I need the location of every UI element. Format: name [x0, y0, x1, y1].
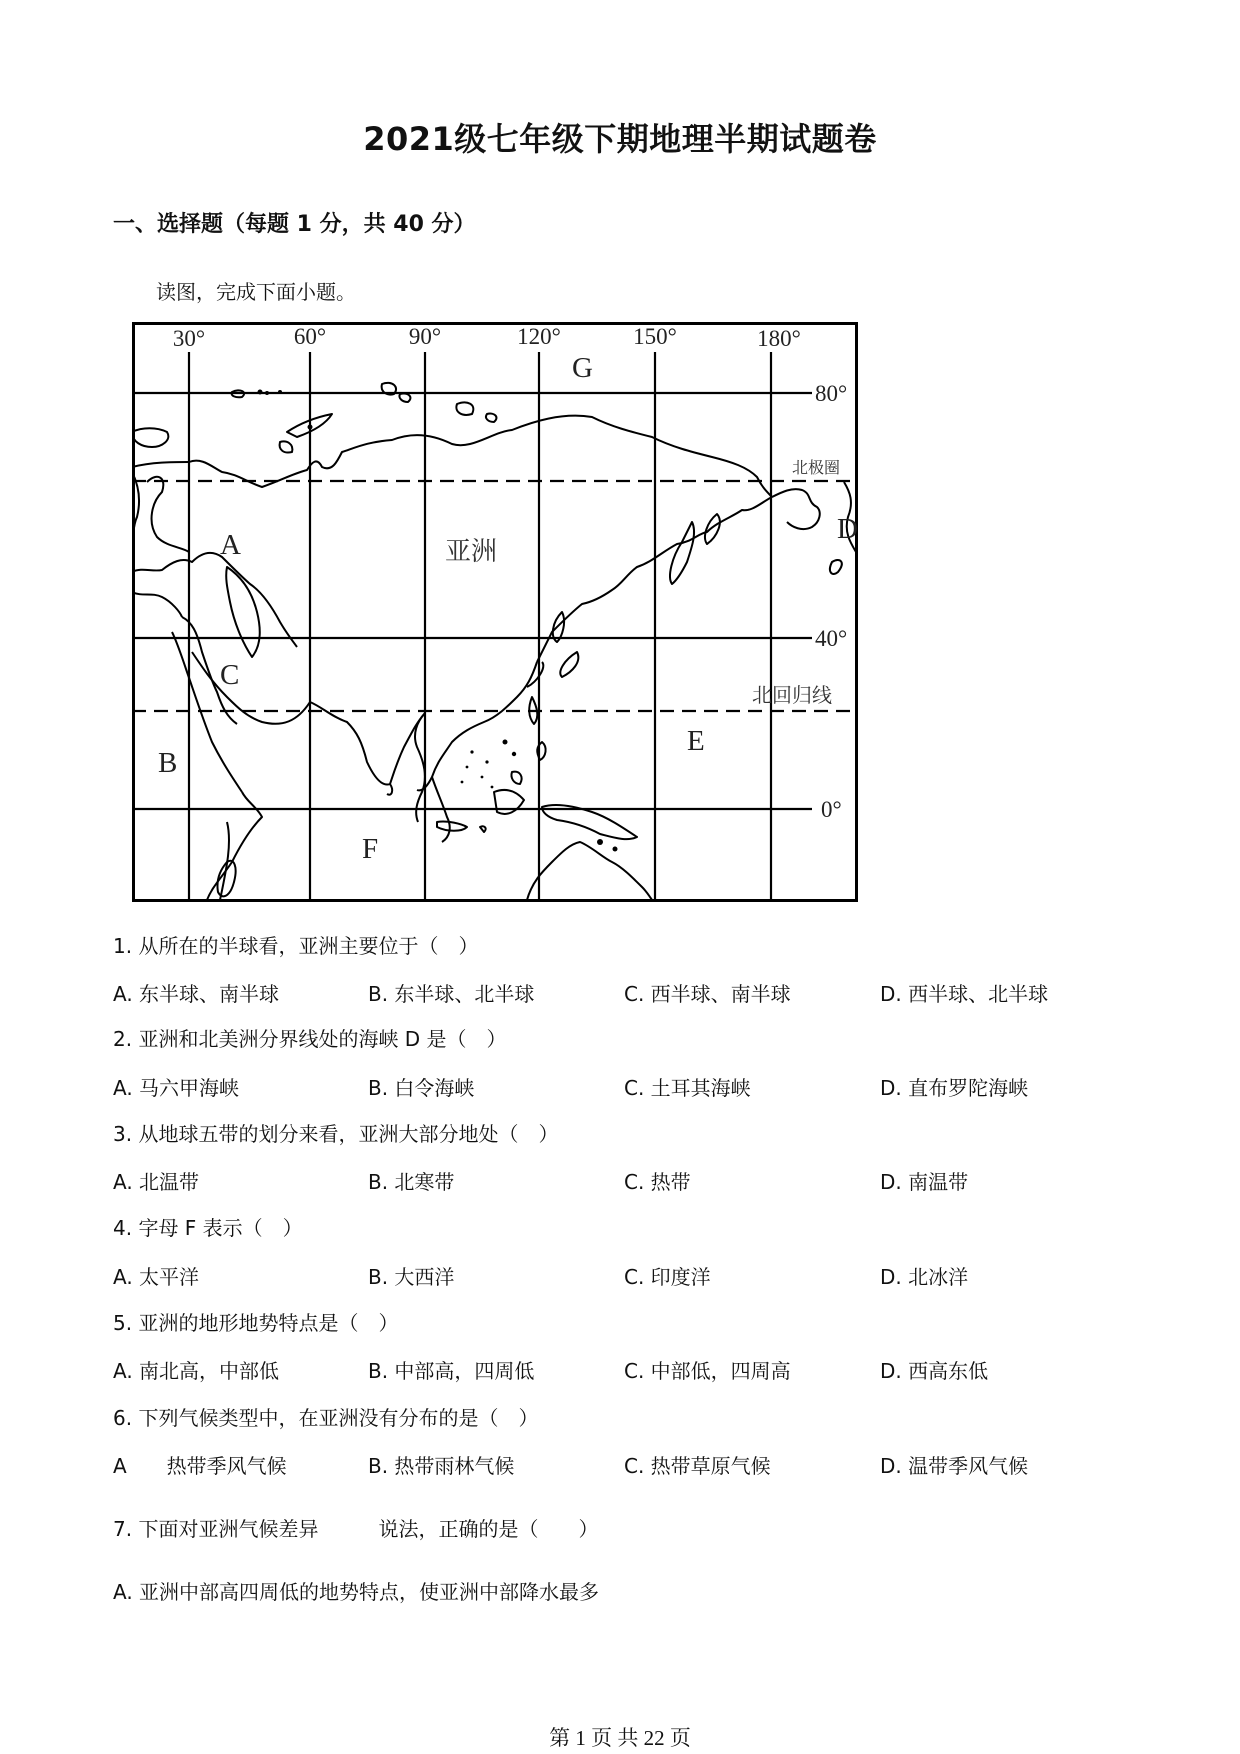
page-footer: 第 1 页 共 22 页: [549, 1726, 691, 1750]
asia-label: 亚洲: [445, 537, 498, 567]
question-5-option-d: D. 西高东低: [880, 1359, 989, 1383]
latitude-label-80: 80°: [815, 381, 848, 406]
region-label-b: B: [158, 747, 178, 779]
question-1-option-c: C. 西半球、南半球: [624, 982, 791, 1006]
arctic-circle-label: 北极圈: [792, 458, 841, 477]
exam-title: 2021级七年级下期地理半期试题卷: [363, 120, 877, 158]
longitude-label-90: 90°: [408, 324, 442, 349]
question-4-option-d: D. 北冰洋: [880, 1265, 969, 1289]
question-6-option-d: D. 温带季风气候: [880, 1454, 1029, 1478]
asia-map-figure: [132, 322, 858, 902]
map-frame: [134, 324, 857, 901]
question-2-option-a: A. 马六甲海峡: [113, 1076, 240, 1100]
question-5-option-b: B. 中部高，四周低: [368, 1359, 535, 1383]
longitude-label-60: 60°: [293, 324, 327, 349]
latitude-label-0: 0°: [821, 797, 842, 822]
question-3-option-c: C. 热带: [624, 1170, 691, 1194]
region-label-a: A: [220, 529, 241, 561]
question-6-stem: 6. 下列气候类型中，在亚洲没有分布的是（ ）: [113, 1406, 539, 1430]
question-5-option-c: C. 中部低，四周高: [624, 1359, 791, 1383]
question-1-stem: 1. 从所在的半球看，亚洲主要位于（ ）: [113, 934, 479, 958]
question-5-option-a: A. 南北高，中部低: [113, 1359, 280, 1383]
question-5-stem: 5. 亚洲的地形地势特点是（ ）: [113, 1311, 399, 1335]
question-7-option-a: A. 亚洲中部高四周低的地势特点，使亚洲中部降水最多: [113, 1580, 600, 1604]
question-3-option-d: D. 南温带: [880, 1170, 969, 1194]
question-4-option-b: B. 大西洋: [368, 1265, 455, 1289]
question-3-stem: 3. 从地球五带的划分来看，亚洲大部分地处（ ）: [113, 1122, 559, 1146]
question-2-stem: 2. 亚洲和北美洲分界线处的海峡 D 是（ ）: [113, 1027, 507, 1051]
question-4-stem: 4. 字母 F 表示（ ）: [113, 1216, 303, 1240]
question-2-option-b: B. 白令海峡: [368, 1076, 475, 1100]
question-3-option-b: B. 北寒带: [368, 1170, 455, 1194]
question-1-option-d: D. 西半球、北半球: [880, 982, 1049, 1006]
question-7-stem: 7. 下面对亚洲气候差异 说法，正确的是（ ）: [113, 1517, 599, 1541]
latitude-label-40: 40°: [815, 626, 848, 651]
longitude-label-120: 120°: [517, 324, 561, 349]
longitude-label-180: 180°: [757, 326, 801, 351]
region-label-g: G: [572, 352, 593, 384]
question-6-option-c: C. 热带草原气候: [624, 1454, 771, 1478]
question-1-option-a: A. 东半球、南半球: [113, 982, 280, 1006]
question-4-option-c: C. 印度洋: [624, 1265, 711, 1289]
tropic-of-cancer-label: 北回归线: [752, 683, 832, 707]
region-label-f: F: [362, 833, 379, 865]
question-4-option-a: A. 太平洋: [113, 1265, 200, 1289]
longitude-label-150: 150°: [633, 324, 677, 349]
section-heading: 一、选择题（每题 1 分，共 40 分）: [113, 212, 476, 237]
intro-instruction: 读图，完成下面小题。: [156, 280, 356, 304]
region-label-c: C: [220, 659, 240, 691]
region-label-e: E: [687, 725, 705, 757]
question-2-option-d: D. 直布罗陀海峡: [880, 1076, 1029, 1100]
question-6-option-b: B. 热带雨林气候: [368, 1454, 515, 1478]
region-label-d: D: [837, 513, 858, 545]
longitude-label-30: 30°: [172, 326, 206, 351]
question-3-option-a: A. 北温带: [113, 1170, 200, 1194]
question-1-option-b: B. 东半球、北半球: [368, 982, 535, 1006]
question-2-option-c: C. 土耳其海峡: [624, 1076, 751, 1100]
question-6-option-a: A 热带季风气候: [113, 1454, 287, 1478]
